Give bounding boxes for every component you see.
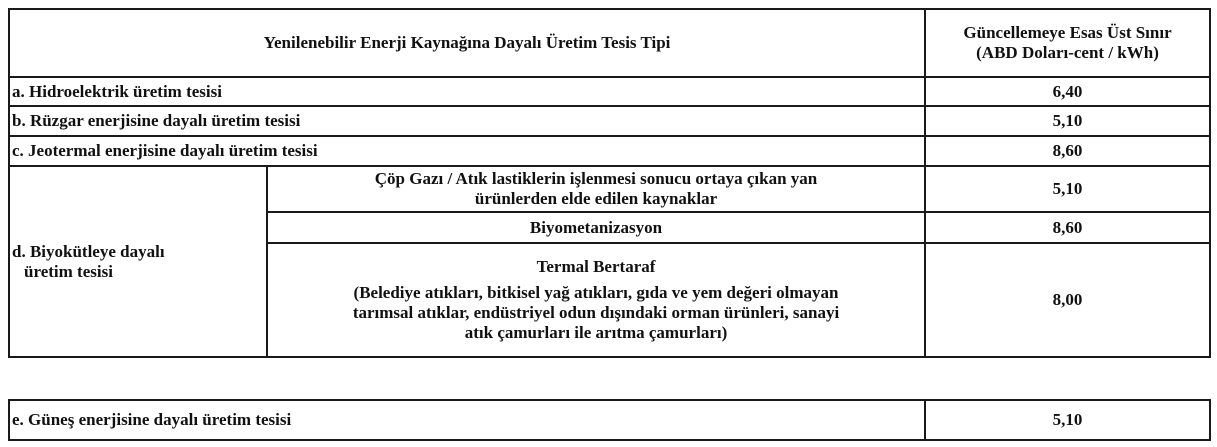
table-row-c <box>9 136 1210 166</box>
row-d-label-line1: d. Biyokütleye dayalı <box>12 242 165 261</box>
row-d-sub3-value: 8,00 <box>925 243 1210 357</box>
header-limit-cell <box>925 9 1210 77</box>
tariff-table <box>8 8 1211 358</box>
row-b-label: b. Rüzgar enerjisine dayalı üretim tesisi <box>9 106 925 136</box>
row-b-value: 5,10 <box>925 106 1210 136</box>
header-limit-line1: Güncellemeye Esas Üst Sınır <box>963 23 1172 42</box>
row-d-sub3-label <box>267 243 925 357</box>
row-d-sub3-line2: tarımsal atıklar, endüstriyel odun dışındaki orman ürünleri, sanayi <box>352 303 840 322</box>
row-c-value: 8,60 <box>925 136 1210 166</box>
table-header-row <box>9 9 1210 77</box>
row-c-label: c. Jeotermal enerjisine dayalı üretim tesisi <box>9 136 925 166</box>
row-a-value: 6,40 <box>925 77 1210 106</box>
row-d-label-cell <box>9 166 267 357</box>
row-d-sub3-title: Termal Bertaraf <box>536 257 656 276</box>
row-d-sub1-value: 5,10 <box>925 166 1210 212</box>
header-type-cell: Yenilenebilir Enerji Kaynağına Dayalı Üretim Tesis Tipi <box>9 9 925 77</box>
row-d-label-line2: üretim tesisi <box>24 262 113 281</box>
header-limit-line2: (ABD Doları-cent / kWh) <box>976 43 1159 62</box>
row-e-label: e. Güneş enerjisine dayalı üretim tesisi <box>9 400 925 440</box>
table-row-d-1 <box>9 166 1210 212</box>
table-row-b <box>9 106 1210 136</box>
row-d-sub2-value: 8,60 <box>925 212 1210 243</box>
tariff-table-row-e <box>8 399 1211 441</box>
row-d-sub1-label <box>267 166 925 212</box>
table-row-a <box>9 77 1210 106</box>
row-d-sub3-line1: (Belediye atıkları, bitkisel yağ atıkları, gıda ve yem değeri olmayan <box>353 283 839 302</box>
row-e-value: 5,10 <box>925 400 1210 440</box>
row-d-sub3-line3: atık çamurları ile arıtma çamurları) <box>464 323 728 342</box>
row-a-label: a. Hidroelektrik üretim tesisi <box>9 77 925 106</box>
row-d-sub1-line2: ürünlerden elde edilen kaynaklar <box>474 189 718 208</box>
row-d-sub2-label: Biyometanizasyon <box>267 212 925 243</box>
table-row-e <box>9 400 1210 440</box>
row-d-sub1-line1: Çöp Gazı / Atık lastiklerin işlenmesi sonucu ortaya çıkan yan <box>374 169 818 188</box>
